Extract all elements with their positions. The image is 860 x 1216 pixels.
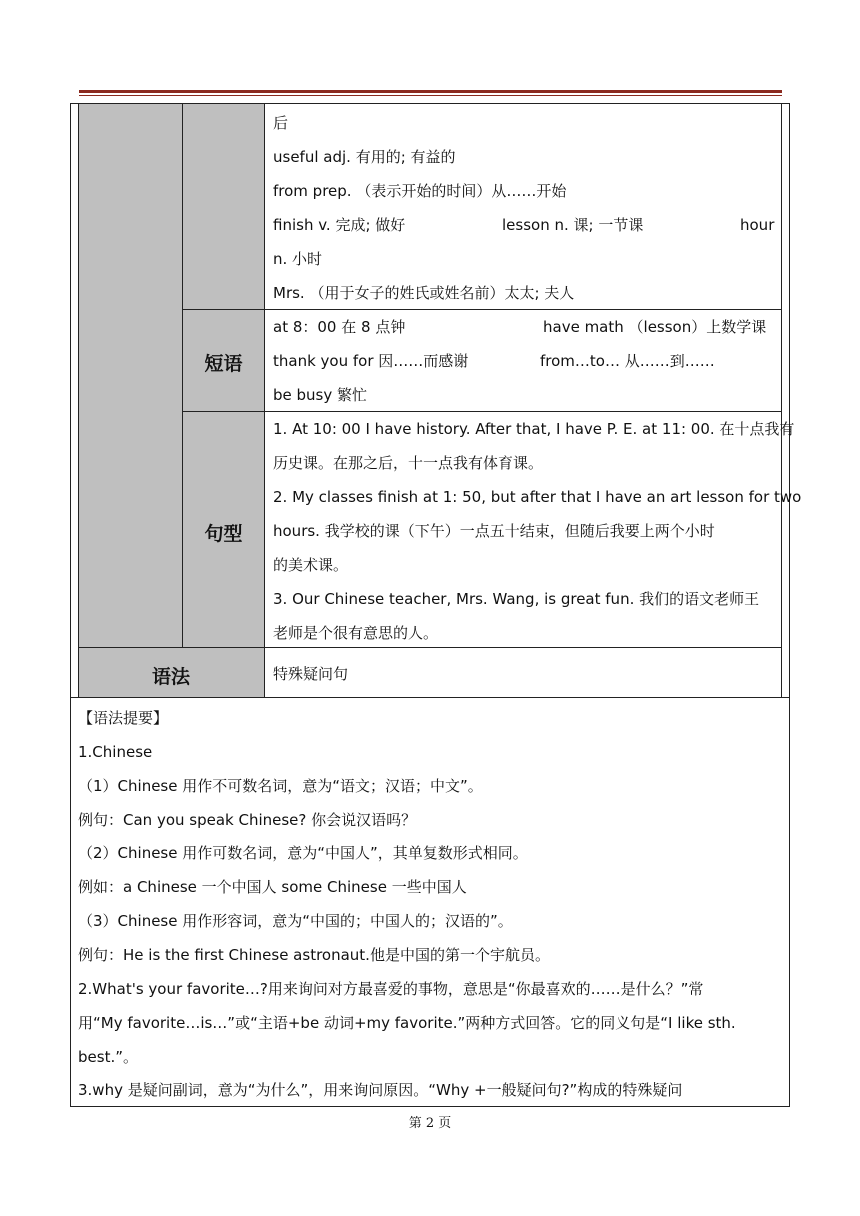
notes-line: 【语法提要】: [78, 709, 169, 727]
notes-line: 3.why 是疑问副词，意为“为什么”，用来询问原因。“Why +一般疑问句?”构成的特殊疑问: [78, 1081, 683, 1099]
vocab-line: useful adj. 有用的; 有益的: [273, 148, 456, 166]
sentence-line: 老师是个很有意思的人。: [273, 624, 439, 642]
phrase-item: be busy 繁忙: [273, 386, 368, 404]
row-divider-sentences: [78, 647, 782, 648]
table-border-right-inner: [781, 104, 782, 698]
vocab-line: Mrs. （用于女子的姓氏或姓名前）太太; 夫人: [273, 284, 575, 302]
phrases-label: 短语: [204, 353, 243, 375]
notes-line: （3）Chinese 用作形容词，意为“中国的；中国人的；汉语的”。: [78, 912, 513, 930]
table-divider-1: [182, 104, 183, 648]
vocab-lesson: lesson n. 课; 一节课: [502, 216, 644, 234]
notes-line: 例句：He is the first Chinese astronaut.他是中国的第一个宇航员。: [78, 946, 550, 964]
vocab-line: n. 小时: [273, 250, 323, 268]
notes-line: best.”。: [78, 1048, 138, 1066]
notes-line: 1.Chinese: [78, 743, 153, 761]
table-divider-2: [264, 104, 265, 698]
header-rule-thick: [79, 90, 782, 93]
sentences-label: 句型: [204, 523, 243, 545]
vocab-line: from prep. （表示开始的时间）从……开始: [273, 182, 567, 200]
sentence-line: 历史课。在那之后，十一点我有体育课。: [273, 454, 544, 472]
row-divider-grammar: [70, 697, 790, 698]
sentence-line: 3. Our Chinese teacher, Mrs. Wang, is great fun. 我们的语文老师王: [273, 590, 760, 608]
phrase-item: thank you for 因……而感谢: [273, 352, 469, 370]
phrase-item: at 8：00 在 8 点钟: [273, 318, 406, 336]
notes-line: 例句：Can you speak Chinese? 你会说汉语吗？: [78, 811, 417, 829]
vocab-hour: hour: [740, 216, 775, 234]
page-number: 第 2 页: [408, 1116, 452, 1131]
phrase-item: from…to… 从……到……: [540, 352, 715, 370]
notes-line: 2.What's your favorite…?用来询问对方最喜爱的事物，意思是“你最喜欢的……是什么？”常: [78, 980, 704, 998]
vocab-line: 后: [273, 114, 289, 132]
notes-line: （2）Chinese 用作可数名词，意为“中国人”，其单复数形式相同。: [78, 844, 528, 862]
phrase-item: have math （lesson）上数学课: [543, 318, 767, 336]
vocab-finish: finish v. 完成; 做好: [273, 216, 406, 234]
notes-line: 用“My favorite…is…”或“主语+be 动词+my favorite.”两种方式回答。它的同义句是“I like sth.: [78, 1014, 736, 1032]
sentence-line: 的美术课。: [273, 556, 349, 574]
notes-line: 例如：a Chinese 一个中国人 some Chinese 一些中国人: [78, 878, 467, 896]
row-divider-phrases: [182, 411, 782, 412]
row-divider-vocab: [182, 309, 782, 310]
notes-line: （1）Chinese 用作不可数名词，意为“语文；汉语；中文”。: [78, 777, 483, 795]
section-column-shade: [78, 104, 182, 647]
sentence-line: 1. At 10: 00 I have history. After that, I have P. E. at 11: 00. 在十点我有: [273, 420, 795, 438]
header-rule-thin: [79, 95, 782, 96]
grammar-label: 语法: [151, 666, 190, 688]
table-border-left-inner: [78, 104, 79, 698]
sentence-line: 2. My classes finish at 1: 50, but after that I have an art lesson for two: [273, 488, 802, 506]
grammar-value: 特殊疑问句: [273, 665, 349, 683]
sentence-line: hours. 我学校的课（下午）一点五十结束，但随后我要上两个小时: [273, 522, 715, 540]
